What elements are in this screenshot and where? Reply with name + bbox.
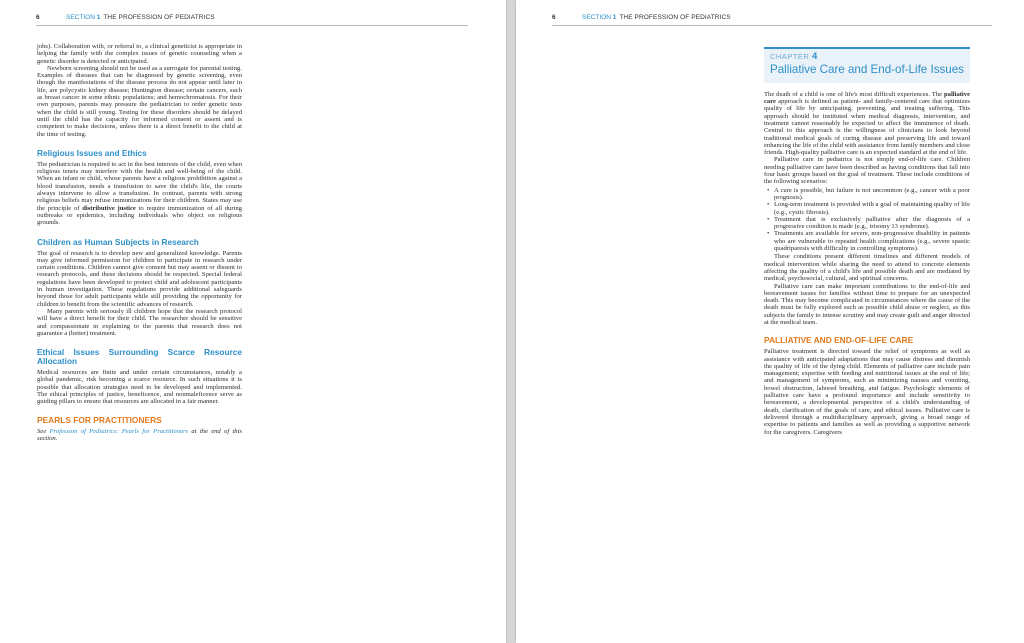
section-label: SECTION 1 — [582, 13, 617, 21]
heading-pearls: PEARLS FOR PRACTITIONERS — [37, 414, 162, 425]
page-number: 6 — [36, 13, 40, 21]
paragraph: The goal of research is to develop new and generalized knowledge. Parents may give informed permission for children to participate in research under certain conditions. Children cannot give consent but may assent or dissent to research protocols, and these decisions should be respected. Special federal regulations have been developed to protect child and adolescent participants in human investigation. These regulations provide additional safeguards beyond those for adult participants while still providing the opportunity for children to benefit from the scientific advances of research. — [37, 249, 242, 308]
list-item: • Treatment that is exclusively palliative after the diagnosis of a progressive condition is made (e.g., trisomy 13 syndrome). — [774, 216, 970, 231]
cross-reference-link[interactable]: Profession of Pediatrics: Pearls for Practitioners — [49, 427, 189, 435]
bold-term: distributive justice — [82, 204, 136, 212]
section-label: SECTION 1 — [66, 13, 101, 21]
running-title: THE PROFESSION OF PEDIATRICS — [103, 13, 215, 21]
chapter-header — [764, 47, 970, 83]
page-number: 6 — [552, 13, 556, 21]
paragraph: jobs). Collaboration with, or referral to, a clinical geneticist is appropriate in helping the family with the complex issues of genetic counseling when a genetic disorder is detected or anticipated. — [37, 43, 242, 65]
paragraph: Palliative care in pediatrics is not simply end-of-life care. Children needing palliative care have been described as having conditions that fall into four basic groups based on the goal of treatment. These include conditions of the following scenarios: — [764, 156, 970, 186]
paragraph: These conditions present different timelines and different models of medical intervention while sharing the need to attend to concrete elements affecting the quality of a child's life and possible death and are mediated by medical, psychosocial, cultural, and spiritual concerns. — [764, 253, 970, 283]
right-page — [516, 0, 1024, 643]
heading-palliative-care: PALLIATIVE AND END-OF-LIFE CARE — [764, 335, 914, 346]
chapter-title: Palliative Care and End-of-Life Issues — [770, 63, 964, 77]
left-page — [0, 0, 506, 643]
see-reference: See Profession of Pediatrics: Pearls for Practitioners at the end of this section. — [37, 427, 242, 442]
list-item: • Long-term treatment is provided with a goal of maintaining quality of life (e.g., cystic fibrosis). — [774, 201, 970, 216]
heading-religious: Religious Issues and Ethics — [37, 147, 147, 158]
paragraph: Palliative care can make important contributions to the end-of-life and bereavement issues for families without time to prepare for an unexpected death. This may become complicated in circumstances where the cause of the death must be fully explored such as possible child abuse or neglect, as this subjects the family to intense scrutiny and may create guilt and anger directed at the medical team. — [764, 282, 970, 326]
list-item: • A cure is possible, but failure is not uncommon (e.g., cancer with a poor prognosis). — [774, 187, 970, 202]
paragraph: The pediatrician is required to act in the best interests of the child, even when religious tenets may interfere with the health and well-being of the child. When an infant or child, whose parents have a religious prohibition against a blood transfusion, needs a transfusion to save the child's life, the courts always intervene to allow a transfusion. In contrast, parents with strong religious beliefs may refuse immunizations for their children. States may use the principle of distributive justice to require immunization of all during outbreaks or epidemics, including individuals who object on religious grounds. — [37, 160, 242, 227]
paragraph: The death of a child is one of life's most difficult experiences. The palliative care approach is defined as patient- and family-centered care that optimizes quality of life by anticipating, preventing, and treating suffering. This approach should be instituted when medical diagnosis, intervention, and treatment cannot reasonably be expected to affect the imminence of death. Central to this approach is the willingness of clinicians to look beyond traditional medical goals of curing disease and preserving life and toward enhancing the life of the child with assistance from family members and close friends. High-quality palliative care is an expected standard at the end of life. — [764, 90, 970, 157]
heading-scarce-resources: Ethical Issues Surrounding Scarce Resource Allocation — [37, 347, 242, 367]
running-title: THE PROFESSION OF PEDIATRICS — [619, 13, 731, 21]
paragraph: Medical resources are finite and under certain circumstances, notably a global pandemic, risk becoming a scarce resource. In such situations it is possible that allocation strategies need to be developed and implemented. The ethical principles of justice, beneficence, and nonmaleficence serve as guiding pillars to ensure that resources are allocated in a fair manner. — [37, 369, 242, 406]
running-head — [552, 12, 992, 26]
right-column — [764, 47, 970, 436]
paragraph: Newborn screening should not be used as a surrogate for parental testing. Examples of diseases that can be diagnosed by genetic screening, even though the manifestations of the disease process do not appear until later in life, are polycystic kidney disease; Huntington disease; certain cancers, such as breast cancer in some ethnic populations; and hemochromatosis. For their own purposes, parents may pressure the pediatrician to order genetic tests when the child is still young. Testing for these disorders should be delayed until the child has the capacity for informed consent or assent and is competent to make decisions, unless there is a direct benefit to the child at the time of testing. — [37, 64, 242, 138]
heading-research: Children as Human Subjects in Research — [37, 236, 199, 247]
scenario-list — [764, 187, 970, 253]
chapter-label: CHAPTER 4 — [770, 51, 818, 62]
bold-term: palliative care — [764, 90, 970, 106]
list-item: • Treatments are available for severe, non-progressive disability in patients who are vulnerable to repeated health complications (e.g., severe spastic quadriparesis with difficulty in controlling symptoms). — [774, 230, 970, 252]
paragraph: Many parents with seriously ill children hope that the research protocol will have a direct benefit for their child. The researcher should be sensitive and compassionate in explaining to the parents that research does not guarantee a (better) treatment. — [37, 307, 242, 337]
left-column — [37, 43, 242, 442]
running-head — [36, 12, 468, 26]
paragraph: Palliative treatment is directed toward the relief of symptoms as well as assistance with anticipated adaptations that may cause distress and diminish the quality of life of the dying child. Elements of palliative care include pain management; expertise with feeding and nutritional issues at the end of life; and management of symptoms, such as minimizing nausea and vomiting, bowel obstruction, labored breathing, and fatigue. Psychologic elements of palliative care have a profound importance and include sensitivity to bereavement, a developmental perspective of a child's understanding of death, clarification of the goals of care, and ethical issues. Palliative care is delivered through a multidisciplinary approach, giving a broad range of expertise to patients and families as well as providing a supportive network for the caregivers. Caregivers — [764, 348, 970, 436]
